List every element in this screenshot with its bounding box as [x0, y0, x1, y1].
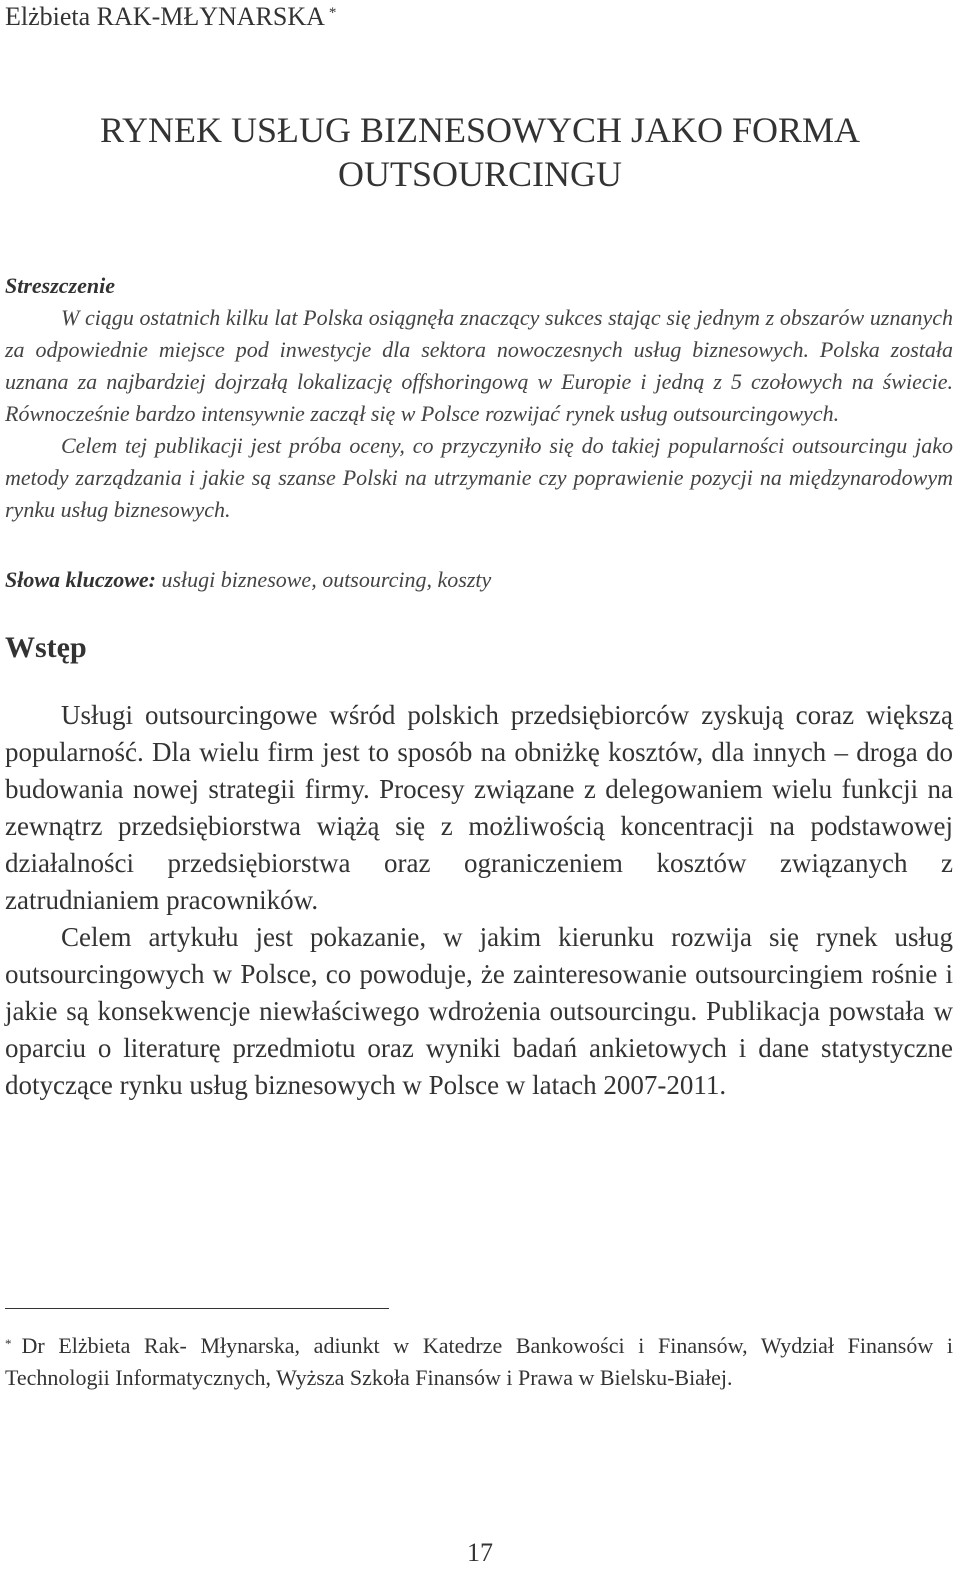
- title-line-1: RYNEK USŁUG BIZNESOWYCH JAKO FORMA: [99, 110, 861, 150]
- keywords-label: Słowa kluczowe:: [5, 567, 156, 592]
- title-line-2: OUTSOURCINGU: [337, 154, 622, 194]
- footnote: [5, 1330, 953, 1394]
- page-number: 17: [467, 1538, 493, 1567]
- intro-paragraph: Celem artykułu jest pokazanie, w jakim kierunku rozwija się rynek usług outsourcingowych w Polsce, co powoduje, że zainteresowanie outsourcingiem rośnie i jakie są konsekwencje niewłaściwego wdrożenia outsourcingu. Publikacja powstała w oparciu o literaturę przedmiotu oraz wyniki badań ankietowych i dane statystyczne dotyczące rynku usług biznesowych w Polsce w latach 2007-2011.: [5, 922, 953, 1100]
- footnote-separator: [5, 1308, 389, 1309]
- article-title: [0, 108, 960, 196]
- abstract-paragraph: W ciągu ostatnich kilku lat Polska osiągnęła znaczący sukces stając się jednym z obszarów uznanych za odpowiednie miejsce pod inwestycje dla sektora nowoczesnych usług biznesowych. Polska została uznana za najbardziej dojrzałą lokalizację offshoringową w Europie i jedną z 5 czołowych na świecie. Równocześnie bardzo intensywnie zaczął się w Polsce rozwijać rynek usług outsourcingowych.: [5, 305, 953, 426]
- footnote-text: Dr Elżbieta Rak- Młynarska, adiunkt w Katedrze Bankowości i Finansów, Wydział Finansów i Technologii Informatycznych, Wyższa Szkoła Finansów i Prawa w Bielsku-Białej.: [5, 1333, 953, 1390]
- abstract-heading: Streszczenie: [5, 273, 115, 298]
- keywords-text: usługi biznesowe, outsourcing, koszty: [161, 567, 492, 592]
- author-footnote-mark: *: [328, 5, 337, 21]
- footnote-mark: *: [5, 1336, 12, 1351]
- author-name: Elżbieta RAK-MŁYNARSKA: [5, 2, 325, 31]
- intro-body: [5, 697, 953, 1104]
- section-heading-intro: Wstęp: [5, 631, 87, 664]
- keywords-line: [5, 564, 491, 596]
- intro-paragraph: Usługi outsourcingowe wśród polskich przedsiębiorców zyskują coraz większą popularność. Dla wielu firm jest to sposób na obniżkę kosztów, dla innych – droga do budowania nowej strategii firmy. Procesy związane z delegowaniem wielu funkcji na zewnątrz przedsiębiorstwa wiążą się z możliwością koncentracji na podstawowej działalności przedsiębiorstwa oraz ograniczeniem kosztów związanych z zatrudnianiem pracowników.: [5, 700, 953, 915]
- abstract-body: [5, 302, 953, 526]
- abstract-paragraph: Celem tej publikacji jest próba oceny, co przyczyniło się do takiej popularności outsourcingu jako metody zarządzania i jakie są szanse Polski na utrzymanie czy poprawienie pozycji na międzynarodowym rynku usług biznesowych.: [5, 433, 953, 522]
- author-line: [5, 0, 336, 34]
